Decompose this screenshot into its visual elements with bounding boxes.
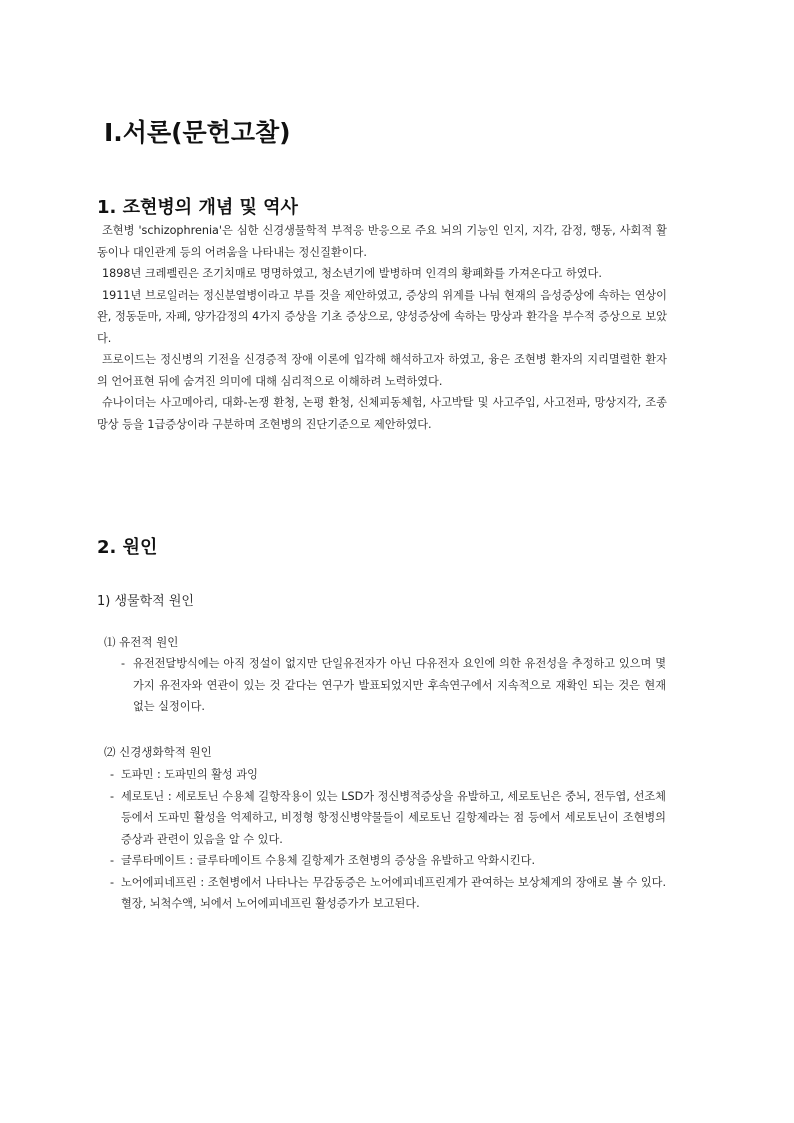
item-heading: ⑵ 신경생화학적 원인 <box>104 745 212 759</box>
paragraph: 1898년 크레펠린은 조기치매로 명명하였고, 청소년기에 발병하며 인격의 황폐화를 가져온다고 하였다. <box>102 267 602 280</box>
dash-bullet: - <box>110 768 115 781</box>
dash-bullet: - <box>110 854 115 867</box>
dash-bullet: - <box>110 789 115 803</box>
document-title: Ⅰ.서론(문헌고찰) <box>104 118 291 147</box>
bullet-list-genetic <box>115 653 666 718</box>
section-1-heading: 1. 조현병의 개념 및 역사 <box>97 197 298 218</box>
dash-bullet: - <box>110 875 115 889</box>
paragraph: 프로이드는 정신병의 기전을 신경증적 장애 이론에 입각해 해석하고자 하였고, 융은 조현병 환자의 지리멸렬한 환자의 언어표현 뒤에 숨겨진 의미에 대해 심리적으로 이해하려 노력하였다. <box>97 353 667 388</box>
list-item: - 글루타메이트 : 글루타메이트 수용체 길항제가 조현병의 증상을 유발하고 악화시킨다. <box>110 850 666 872</box>
list-item: - 유전전달방식에는 아직 정설이 없지만 단일유전자가 아닌 다유전자 요인에 의한 유전성을 추정하고 있으며 몇 가지 유전자와 연관이 있는 것 같다는 연구가 발표되었지만 후속연구에서 지속적으로 재확인 되는 것은 현재 없는 실정이다. <box>115 653 666 718</box>
dash-bullet: - <box>121 657 126 670</box>
bullet-list-neurochemical <box>110 764 666 915</box>
list-item: - 도파민 : 도파민의 활성 과잉 <box>110 764 666 786</box>
paragraph: 조현병 'schizophrenia'은 심한 신경생물학적 부적응 반응으로 주요 뇌의 기능인 인지, 지각, 감정, 행동, 사회적 활동이나 대인관계 등의 어려움을 나타내는 정신질환이다. <box>97 224 667 259</box>
list-item: - 노어에피네프린 : 조현병에서 나타나는 무감동증은 노어에피네프린계가 관여하는 보상체계의 장애로 볼 수 있다. 혈장, 뇌척수액, 뇌에서 노어에피네프린 활성증가가 보고된다. <box>110 872 666 915</box>
item-heading: ⑴ 유전적 원인 <box>104 635 179 649</box>
paragraph: 슈나이더는 사고메아리, 대화-논쟁 환청, 논평 환청, 신체피동체험, 사고박탈 및 사고주입, 사고전파, 망상지각, 조종망상 등을 1급증상이라 구분하며 조현병의 진단기준으로 제안하였다. <box>97 396 667 431</box>
section-1-body <box>97 220 667 435</box>
subsection-heading: 1) 생물학적 원인 <box>97 594 194 609</box>
list-item: - 세로토닌 : 세로토닌 수용체 길항작용이 있는 LSD가 정신병적증상을 유발하고, 세로토닌은 중뇌, 전두엽, 선조체 등에서 도파민 활성을 억제하고, 비정형 항정신병약물들이 세로토닌 길항제라는 점 등에서 세로토닌이 조현병의 증상과 관련이 있음을 알 수 있다. <box>110 786 666 851</box>
paragraph: 1911년 브로일러는 정신분열병이라고 부를 것을 제안하였고, 증상의 위계를 나눠 현재의 음성증상에 속하는 연상이완, 정동둔마, 자폐, 양가감정의 4가지 증상을 기초 증상으로, 양성증상에 속하는 망상과 환각을 부수적 증상으로 보았다. <box>97 288 667 345</box>
section-2-heading: 2. 원인 <box>97 537 158 558</box>
